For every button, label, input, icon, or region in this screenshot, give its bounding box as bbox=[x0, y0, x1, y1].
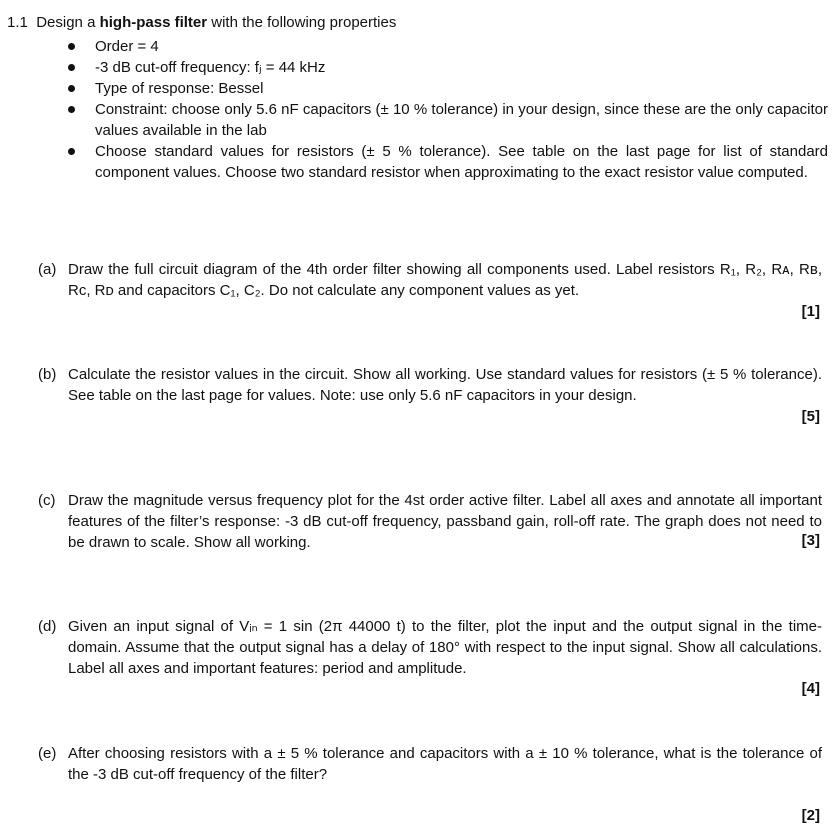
property-text: Choose standard values for resistors (± 5 % tolerance). See table on the last page for list of standard component values. Choose two standard resistor when approximating to the exact resistor value computed. bbox=[95, 143, 828, 181]
property-text: Type of response: Bessel bbox=[95, 80, 264, 97]
question-header bbox=[7, 14, 396, 31]
part-text: After choosing resistors with a ± 5 % tolerance and capacitors with a ± 10 % tolerance, what is the tolerance of the -3 dB cut-off frequency of the filter? bbox=[68, 745, 822, 783]
part-c-marks: [3] bbox=[801, 532, 820, 549]
question-number: 1.1 bbox=[7, 14, 28, 31]
part-c bbox=[38, 490, 822, 553]
property-item bbox=[68, 141, 828, 183]
part-a bbox=[38, 259, 822, 301]
question-suffix: with the following properties bbox=[207, 14, 397, 31]
part-d-marks: [4] bbox=[801, 680, 820, 697]
part-a-marks: [1] bbox=[801, 303, 820, 320]
part-b-marks: [5] bbox=[801, 408, 820, 425]
part-text: Draw the magnitude versus frequency plot for the 4st order active filter. Label all axes and annotate all important features of the filter’s response: -3 dB cut-off frequency, passband gain, roll-off rate. The graph does not need to be drawn to scale. Show all working. bbox=[68, 492, 822, 551]
bullet-icon bbox=[68, 64, 75, 71]
part-label: (a) bbox=[38, 261, 57, 278]
part-e bbox=[38, 743, 822, 785]
property-text: Order = 4 bbox=[95, 38, 159, 55]
property-item bbox=[68, 78, 828, 99]
part-b bbox=[38, 364, 822, 406]
part-label: (e) bbox=[38, 745, 57, 762]
bullet-icon bbox=[68, 106, 75, 113]
property-item bbox=[68, 99, 828, 141]
part-d bbox=[38, 616, 822, 679]
property-item bbox=[68, 36, 828, 57]
question-bold-term: high-pass filter bbox=[99, 14, 208, 31]
bullet-icon bbox=[68, 43, 75, 50]
bullet-icon bbox=[68, 85, 75, 92]
property-text: Constraint: choose only 5.6 nF capacitors (± 10 % tolerance) in your design, since these are the only capacitor values available in the lab bbox=[95, 101, 828, 139]
property-item bbox=[68, 57, 828, 78]
property-text: -3 dB cut-off frequency: fⱼ = 44 kHz bbox=[95, 59, 326, 76]
part-label: (b) bbox=[38, 366, 57, 383]
part-text: Given an input signal of Vᵢₙ = 1 sin (2π 44000 t) to the filter, plot the input and the output signal in the time-domain. Assume that the output signal has a delay of 180° with respect to the input signal. Show all calculations. Label all axes and important features: period and amplitude. bbox=[68, 618, 822, 677]
part-text: Calculate the resistor values in the circuit. Show all working. Use standard values for resistors (± 5 % tolerance). See table on the last page for values. Note: use only 5.6 nF capacitors in your design. bbox=[68, 366, 822, 404]
bullet-icon bbox=[68, 148, 75, 155]
part-text: Draw the full circuit diagram of the 4th order filter showing all components used. Label resistors R₁, R₂, Rᴀ, Rʙ, Rᴄ, Rᴅ and capacitors C₁, C₂. Do not calculate any component values as yet. bbox=[68, 261, 822, 299]
question-prefix: Design a bbox=[36, 14, 100, 31]
part-label: (c) bbox=[38, 492, 56, 509]
part-e-marks: [2] bbox=[801, 807, 820, 824]
part-label: (d) bbox=[38, 618, 57, 635]
properties-list bbox=[68, 36, 828, 183]
